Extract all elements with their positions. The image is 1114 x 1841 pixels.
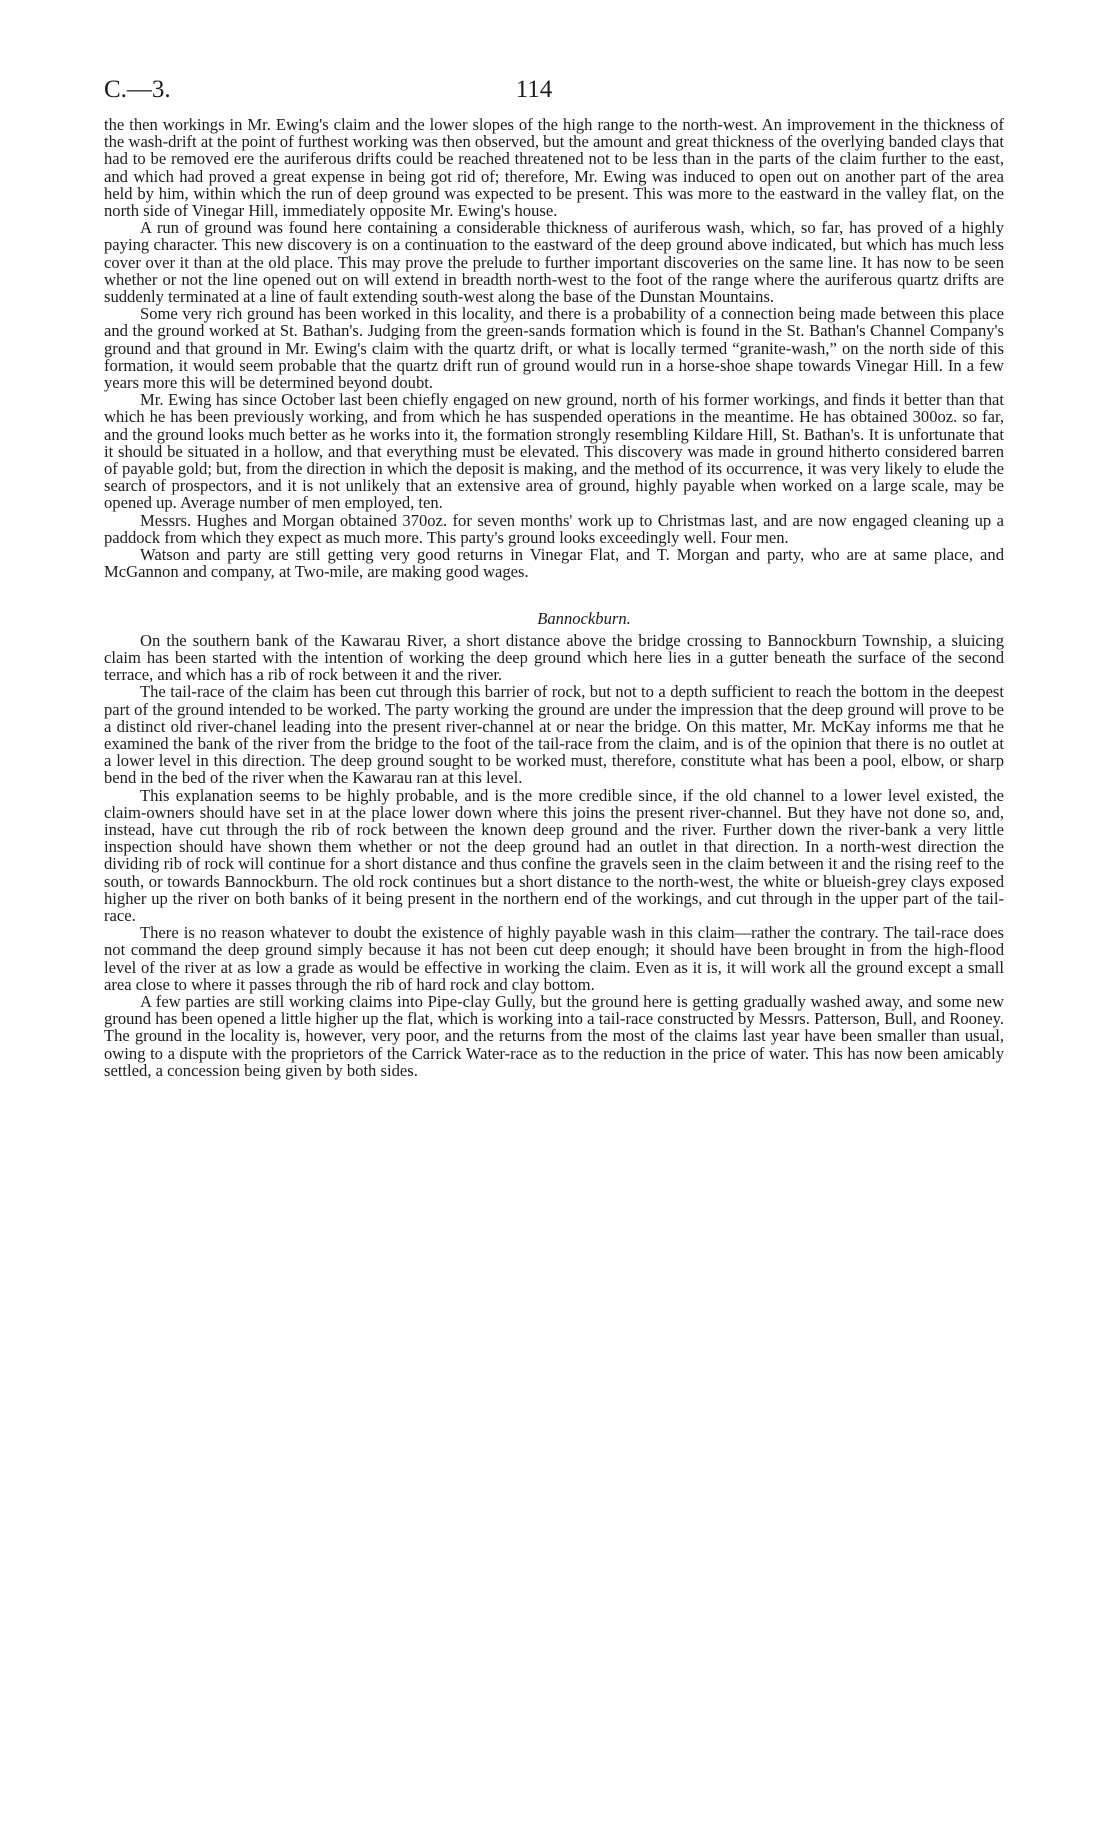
paragraph: A run of ground was found here containing a considerable thickness of auriferous wash, which, so far, has proved of a highly paying character. This new discovery is on a continuation to the eastward of the deep ground above indicated, but which has much less cover over it than at the old place. This may prove the prelude to further important discoveries on the same line. It has now to be seen whether or not the line opened out on will extend in breadth north-west to the foot of the range where the auriferous quartz drifts are suddenly terminated at a line of fault extending south-west along the base of the Dunstan Mountains. (104, 218, 1004, 307)
body-text (104, 116, 1004, 1079)
document-reference: C.—3. (104, 76, 171, 103)
page-number: 114 (515, 76, 553, 103)
paragraph: This explanation seems to be highly probable, and is the more credible since, if the old channel to a lower level existed, the claim-owners should have set in at the place lower down where this joins the present river-channel. But they have not done so, and, instead, have cut through the rib of rock between the known deep ground and the river. Further down the river-bank a very little inspection should have shown them whether or not the deep ground had an outlet in that direction. In a north-west direction the dividing rib of rock will continue for a short distance and thus confine the gravels seen in the claim between it and the rising reef to the south, or towards Bannockburn. The old rock continues but a short distance to the north-west, the white or blueish-grey clays exposed higher up the river on both banks of it being present in the northern end of the workings, and cut through in the upper part of the tail-race. (104, 785, 1004, 925)
paragraph: the then workings in Mr. Ewing's claim and the lower slopes of the high range to the north-west. An improvement in the thickness of the wash-drift at the point of furthest working was then observed, but the amount and great thickness of the overlying banded clays that had to be removed ere the auriferous drifts could be reached threatened not to be less than in the parts of the claim further to the east, and which had proved a great expense in being got rid of; therefore, Mr. Ewing was induced to open out on another part of the area held by him, within which the run of deep ground was expected to be present. This was more to the eastward in the valley flat, on the north side of Vinegar Hill, immediately opposite Mr. Ewing's house. (104, 115, 1004, 221)
page-header (104, 76, 1004, 116)
paragraph: On the southern bank of the Kawarau River, a short distance above the bridge crossing to Bannockburn Township, a sluicing claim has been started with the intention of working the deep ground which here lies in a gutter beneath the surface of the second terrace, and which has a rib of rock between it and the river. (104, 630, 1004, 685)
paragraph: Some very rich ground has been worked in this locality, and there is a probability of a connection being made between this place and the ground worked at St. Bathan's. Judging from the green-sands formation which is found in the St. Bathan's Channel Company's ground and that ground in Mr. Ewing's claim with the quartz drift, or what is locally termed “granite-wash,” on the north side of this formation, it would seem probable that the quartz drift run of ground would run in a horse-shoe shape towards Vinegar Hill. In a few years more this will be determined beyond doubt. (104, 304, 1004, 393)
section-heading: Bannockburn. (537, 609, 631, 629)
paragraph: There is no reason whatever to doubt the existence of highly payable wash in this claim—rather the contrary. The tail-race does not command the deep ground simply because it has not been cut deep enough; it should have been brought in from the high-flood level of the river at as low a grade as would be effective in working the claim. Even as it is, it will work all the ground except a small area close to where it passes through the rib of hard rock and clay bottom. (104, 923, 1004, 994)
paragraph: Mr. Ewing has since October last been chiefly engaged on new ground, north of his former workings, and finds it better than that which he has been previously working, and from which he has suspended operations in the meantime. He has obtained 300oz. so far, and the ground looks much better as he works into it, the formation strongly resembling Kildare Hill, St. Bathan's. It is unfortunate that it should be situated in a hollow, and that everything must be elevated. This discovery was made in ground hitherto considered barren of payable gold; but, from the direction in which the deposit is making, and the method of its occurrence, it was very likely to elude the search of prospectors, and it is not unlikely that an extensive area of ground, highly payable when worked on a large scale, may be opened up. Average number of men employed, ten. (104, 390, 1004, 513)
paragraph: Messrs. Hughes and Morgan obtained 370oz. for seven months' work up to Christmas last, and are now engaged cleaning up a paddock from which they expect as much more. This party's ground looks exceedingly well. Four men. (104, 510, 1004, 547)
paragraph: The tail-race of the claim has been cut through this barrier of rock, but not to a depth sufficient to reach the bottom in the deepest part of the ground intended to be worked. The party working the ground are under the impression that the deep ground will prove to be a distinct old river-chanel leading into the present river-channel at or near the bridge. On this matter, Mr. McKay informs me that he examined the bank of the river from the bridge to the foot of the tail-race from the claim, and is of the opinion that there is no outlet at a lower level in this direction. The deep ground sought to be worked must, therefore, constitute what has been a pool, elbow, or sharp bend in the bed of the river when the Kawarau ran at this level. (104, 682, 1004, 788)
paragraph: Watson and party are still getting very good returns in Vinegar Flat, and T. Morgan and party, who are at same place, and McGannon and company, at Two-mile, are making good wages. (104, 545, 1004, 582)
paragraph: A few parties are still working claims into Pipe-clay Gully, but the ground here is getting gradually washed away, and some new ground has been opened a little higher up the flat, which is working into a tail-race constructed by Messrs. Patterson, Bull, and Rooney. The ground in the locality is, however, very poor, and the returns from the most of the claims last year have been smaller than usual, owing to a dispute with the proprietors of the Carrick Water-race as to the reduction in the price of water. This has now been amicably settled, a concession being given by both sides. (104, 991, 1004, 1080)
